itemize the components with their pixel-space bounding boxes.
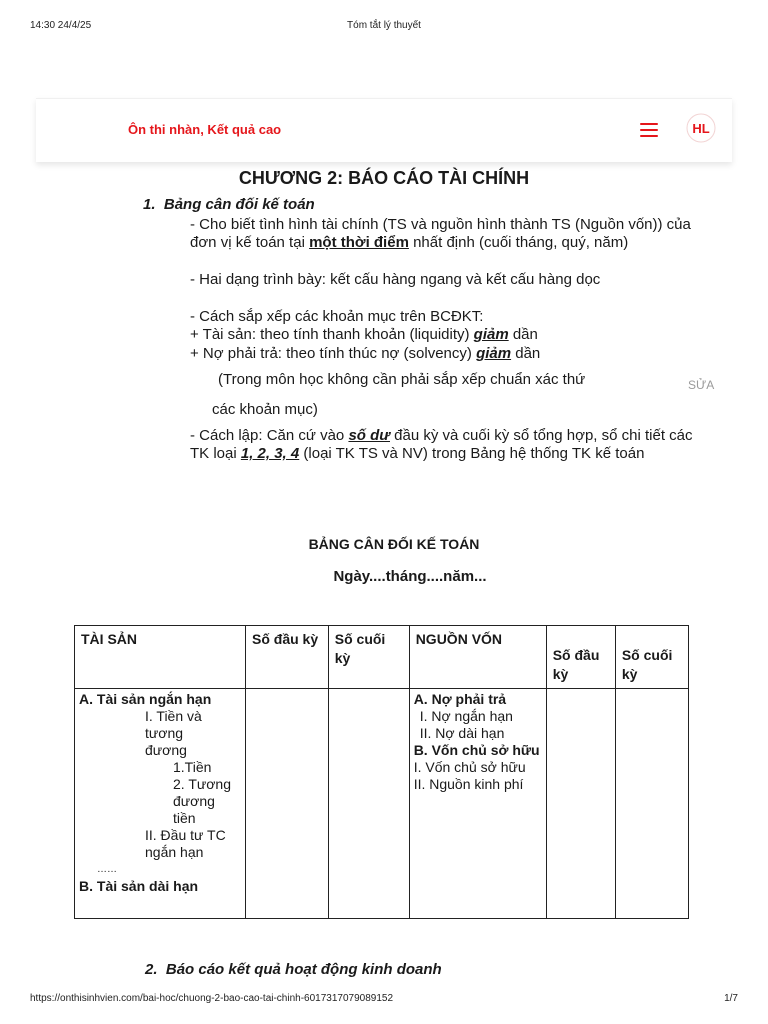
sources-equity: B. Vốn chủ sở hữu: [413, 742, 540, 758]
hamburger-menu-icon[interactable]: [640, 123, 658, 137]
section-1-heading: 1. Bảng cân đối kế toán: [143, 196, 315, 213]
section-2-heading: 2. Báo cáo kết quả hoạt động kinh doanh: [145, 961, 442, 978]
assets-opening-cell: [246, 689, 329, 919]
header-closing: Số cuối kỳ: [328, 626, 409, 689]
site-navbar: [36, 98, 732, 162]
section-1-note-line-2: các khoản mục): [212, 401, 318, 418]
assets-short-term: A. Tài sản ngắn hạn: [79, 691, 212, 707]
site-logo[interactable]: [686, 113, 716, 143]
assets-cash: 1.Tiền: [173, 759, 212, 775]
edit-button[interactable]: SỬA: [688, 378, 715, 392]
balance-sheet-title: BẢNG CÂN ĐỐI KẾ TOÁN: [308, 536, 480, 552]
section-1-liabilities-rule: + Nợ phải trả: theo tính thúc nợ (solvency) giảm dần: [190, 345, 541, 362]
print-page-number: 1/7: [724, 993, 738, 1004]
assets-cash-equivalents: I. Tiền và tương đương: [145, 708, 202, 758]
balance-sheet-date: Ngày....tháng....năm...: [333, 568, 487, 585]
section-1-note-line-1: (Trong môn học không cần phải sắp xếp chuẩn xác thứ: [218, 371, 586, 388]
chapter-title: CHƯƠNG 2: BÁO CÁO TÀI CHÍNH: [238, 168, 530, 188]
svg-text:HL: HL: [692, 121, 710, 136]
sources-opening-cell: [546, 689, 615, 919]
assets-long-term: B. Tài sản dài hạn: [79, 878, 199, 894]
sources-short-debt: I. Nợ ngắn hạn: [419, 708, 513, 724]
sources-equity-block: [414, 742, 542, 776]
header-opening-2: Số đầu kỳ: [546, 626, 615, 689]
brand-slogan-link[interactable]: Ôn thi nhàn, Kết quả cao: [128, 122, 282, 137]
header-assets: TÀI SẢN: [75, 626, 246, 689]
header-sources: NGUỒN VỐN: [409, 626, 546, 689]
sources-cell: [409, 689, 546, 919]
header-opening: Số đầu kỳ: [246, 626, 329, 689]
section-1-paragraph-definition: - Cho biết tình hình tài chính (TS và nguồn hình thành TS (Nguồn vốn)) của đơn vị kế toán tại một thời điểm nhất định (cuối tháng, quý, năm): [190, 216, 691, 251]
table-header-row: [75, 626, 689, 689]
print-url: https://onthisinhvien.com/bai-hoc/chuong-2-bao-cao-tai-chinh-6017317079089152: [30, 993, 394, 1004]
balance-sheet-table: [74, 625, 689, 919]
sources-closing-cell: [615, 689, 688, 919]
assets-cell: [75, 689, 246, 919]
header-closing-2: Số cuối kỳ: [615, 626, 688, 689]
sources-funds: II. Nguồn kinh phí: [413, 776, 524, 792]
table-row: [75, 689, 689, 919]
assets-closing-cell: [328, 689, 409, 919]
sources-long-debt: II. Nợ dài hạn: [419, 725, 505, 741]
section-1-paragraph-ordering: - Cách sắp xếp các khoản mục trên BCĐKT:: [190, 308, 484, 325]
assets-equivalents: 2. Tương đương tiền: [173, 776, 231, 826]
section-1-paragraph-layout-types: - Hai dạng trình bày: kết cấu hàng ngang và kết cấu hàng dọc: [190, 271, 601, 288]
print-page-title: Tóm tắt lý thuyết: [347, 20, 421, 31]
print-datetime: 14:30 24/4/25: [30, 20, 92, 31]
assets-ellipsis: ……: [97, 864, 117, 875]
section-1-assets-rule: + Tài sản: theo tính thanh khoản (liquidity) giảm dần: [190, 326, 538, 343]
sources-equity-item: I. Vốn chủ sở hữu: [413, 759, 526, 775]
section-1-paragraph-preparation: - Cách lập: Căn cứ vào số dư đầu kỳ và cuối kỳ sổ tổng hợp, sổ chi tiết các TK loại 1, 2, 3, 4 (loại TK TS và NV) trong Bảng hệ thống TK kế toán: [190, 427, 693, 462]
sources-liabilities: A. Nợ phải trả: [413, 691, 507, 707]
assets-short-investments: II. Đầu tư TC ngắn hạn: [145, 827, 226, 860]
